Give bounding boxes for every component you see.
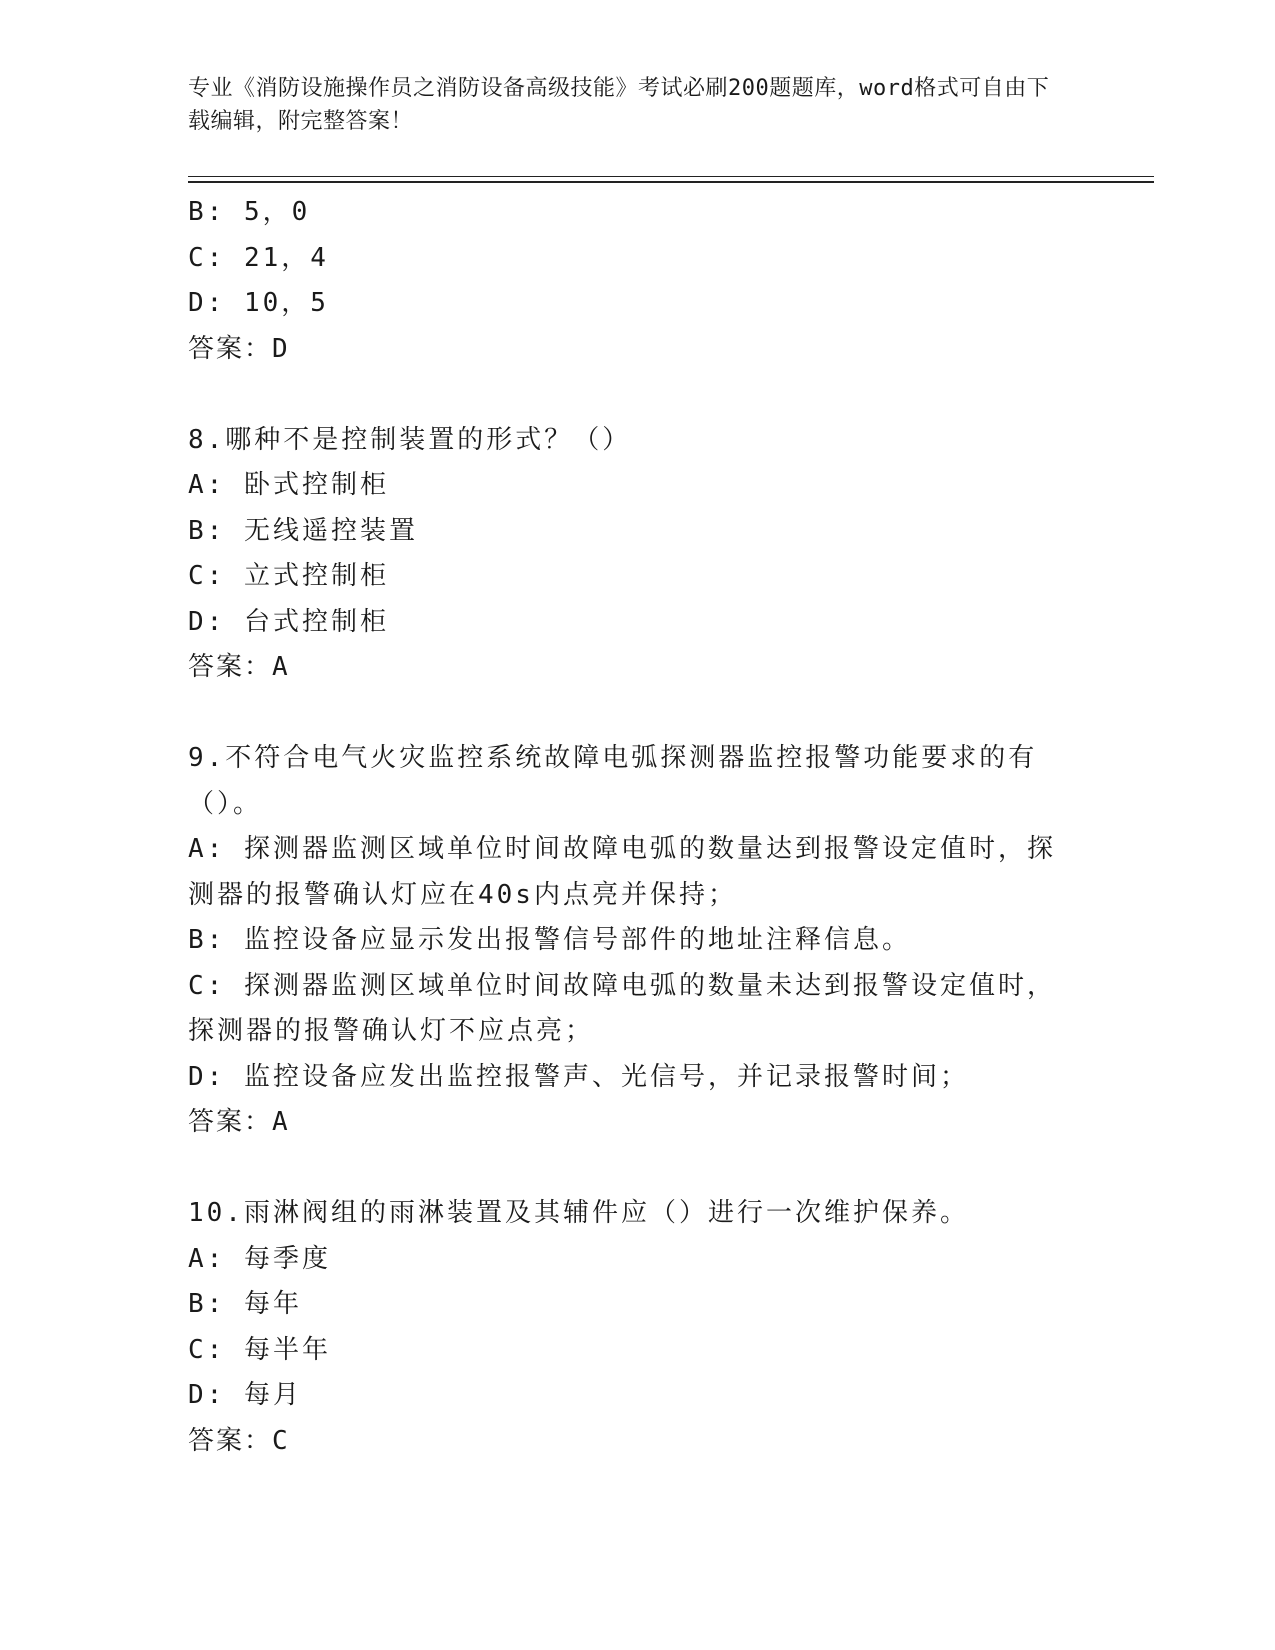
option-b: B: 每年 — [188, 1289, 302, 1319]
header-rule-thick — [188, 181, 1154, 183]
option-c: C: 21，4 — [188, 242, 329, 273]
question-stem: 10.雨淋阀组的雨淋装置及其辅件应（）进行一次维护保养。 — [188, 1198, 969, 1228]
option-b: B: 监控设备应显示发出报警信号部件的地址注释信息。 — [188, 925, 911, 955]
option-d: D: 10，5 — [188, 288, 329, 318]
answer: 答案：D — [188, 333, 290, 364]
question-8 — [188, 418, 1078, 691]
question-9 — [188, 736, 1078, 1146]
question-10 — [188, 1191, 1078, 1464]
option-a: A: 探测器监测区域单位时间故障电弧的数量达到报警设定值时，探测器的报警确认灯应在40s内点亮并保持； — [188, 834, 1056, 910]
question-content — [188, 190, 1078, 1464]
option-d: D: 监控设备应发出监控报警声、光信号，并记录报警时间； — [188, 1061, 969, 1092]
answer: 答案：C — [188, 1425, 290, 1456]
spacer — [188, 1146, 1078, 1192]
option-a: A: 每季度 — [188, 1243, 331, 1274]
document-header: 专业《消防设施操作员之消防设备高级技能》考试必刷200题题库，word格式可自由下载编辑，附完整答案！ — [188, 76, 1050, 134]
option-a: A: 卧式控制柜 — [188, 470, 389, 500]
option-d: D: 每月 — [188, 1380, 302, 1410]
option-c: C: 每半年 — [188, 1334, 331, 1365]
answer: 答案：A — [188, 1107, 290, 1137]
option-b: B: 无线遥控装置 — [188, 515, 418, 546]
header-rule-thin — [188, 176, 1154, 177]
question-stem: 9.不符合电气火灾监控系统故障电弧探测器监控报警功能要求的有（）。 — [188, 743, 1038, 819]
option-b: B: 5，0 — [188, 197, 311, 227]
spacer — [188, 691, 1078, 737]
option-c: C: 立式控制柜 — [188, 561, 389, 591]
answer: 答案：A — [188, 652, 290, 682]
question-stem: 8.哪种不是控制装置的形式？（） — [188, 424, 632, 455]
spacer — [188, 372, 1078, 418]
option-c: C: 探测器监测区域单位时间故障电弧的数量未达到报警设定值时，探测器的报警确认灯不应点亮； — [188, 970, 1056, 1046]
option-d: D: 台式控制柜 — [188, 606, 389, 637]
partial-question — [188, 190, 1078, 372]
